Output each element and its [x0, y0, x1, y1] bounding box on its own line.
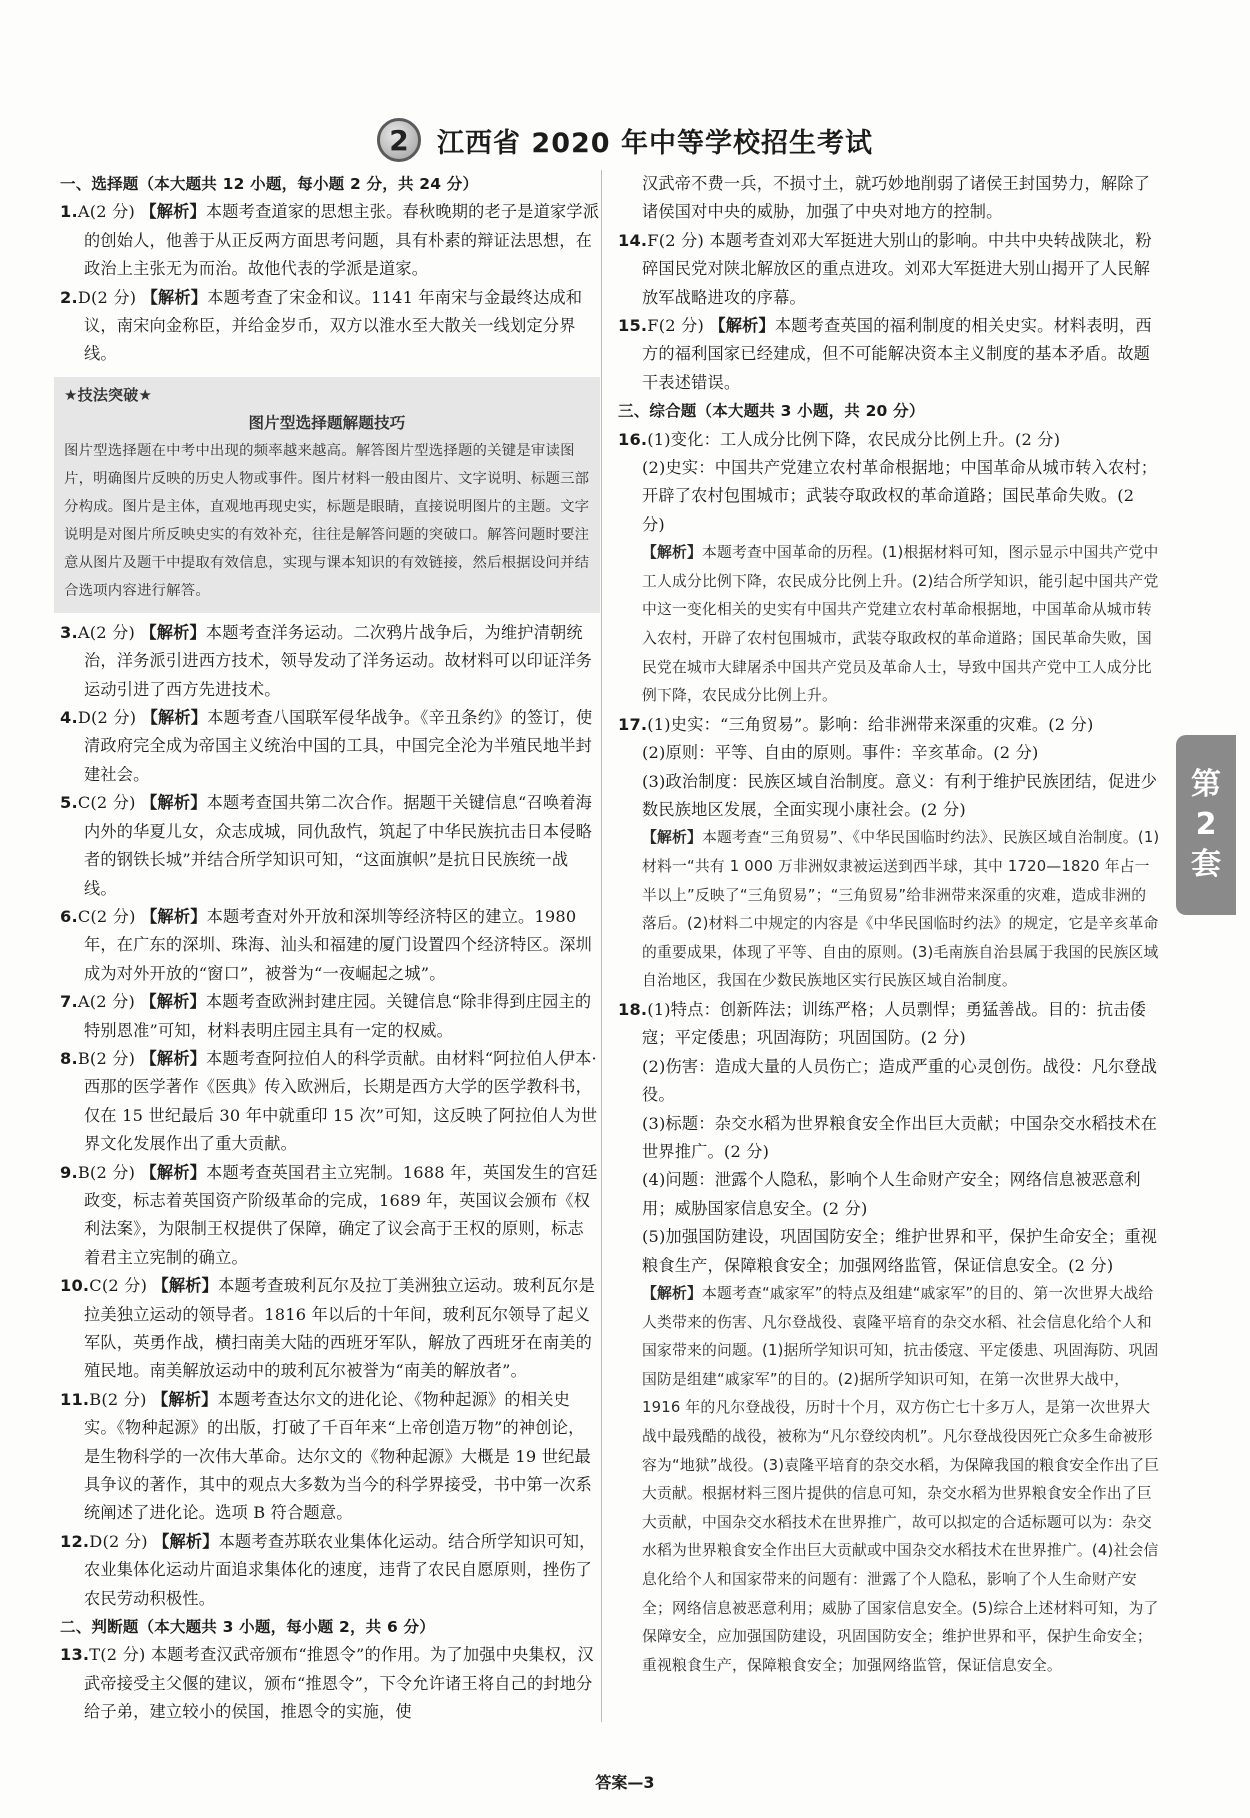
right-column [618, 170, 1160, 1680]
side-tab-char: 套 [1191, 847, 1221, 882]
answer-item: 11.B(2 分) 【解析】本题考查达尔文的进化论、《物种起源》的相关史实。《物种起源》的出版，打破了千百年来“上帝创造万物”的神创论，是生物科学的一次伟大革命。达尔文的《物种起源》大概是 19 世纪最具争议的著作，其中的观点大多数为当今的科学界接受，书中第一次系统阐述了进化论。选项 B 符合题意。 [60, 1389, 593, 1523]
answer-part: (5)加强国防建设，巩固国防安全；维护世界和平，保护生命安全；重视粮食生产，保障粮食安全；加强网络监管，保证信息安全。(2 分) [642, 1227, 1158, 1275]
technique-tip-box [54, 377, 600, 613]
tip-body: 图片型选择题在中考中出现的频率越来越高。解答图片型选择题的关键是审读图片，明确图片反映的历史人物或事件。图片材料一般由图片、文字说明、标题三部分构成。图片是主体，直观地再现史实，标题是眼睛，直接说明图片的主题。文字说明是对图片所反映史实的有效补充，往往是解答问题的突破口。解答问题时要注意从图片及题干中提取有效信息，实现与课本知识的有效链接，然后根据设问并结合选项内容进行解答。 [64, 442, 590, 599]
answer-item: 8.B(2 分) 【解析】本题考查阿拉伯人的科学贡献。由材料“阿拉伯人伊本·西那的医学著作《医典》传入欧洲后，长期是西方大学的医学教科书，仅在 15 世纪最后 30 年中就重印 15 次”可知，这反映了阿拉伯人为世界文化发展作出了重大贡献。 [60, 1048, 598, 1154]
answer-item: 5.C(2 分) 【解析】本题考查国共第二次合作。据题干关键信息“召唤着海内外的华夏儿女，众志成城，同仇敌忾，筑起了中华民族抗击日本侵略者的钢铁长城”并结合所学知识可知，“这面旗帜”是抗日民族统一战线。 [60, 793, 593, 898]
left-column [60, 170, 600, 1727]
answer-item: 15.F(2 分) 【解析】本题考查英国的福利制度的相关史实。材料表明，西方的福利国家已经建成，但不可能解决资本主义制度的基本矛盾。故题干表述错误。 [618, 316, 1152, 392]
analysis-text: 【解析】本题考查“戚家军”的特点及组建“戚家军”的目的、第一次世界大战给人类带来的伤害、凡尔登战役、袁隆平培育的杂交水稻、社会信息化给个人和国家带来的问题。(1)据所学知识可知，抗击倭寇、平定倭患、巩固海防、巩固国防是组建“戚家军”的目的。(2)据所学知识可知，在第一次世界大战中，1916 年的凡尔登战役，历时十个月，双方伤亡七十多万人，是第一次世界大战中最残酷的战役，被称为“凡尔登绞肉机”。凡尔登战役因死亡众多生命被形容为“地狱”战役。(3)袁隆平培育的杂交水稻，为保障我国的粮食安全作出了巨大贡献。根据材料三图片提供的信息可知，杂交水稻为世界粮食安全作出了巨大贡献，中国杂交水稻技术在世界推广，故可以拟定的合适标题可以为：杂交水稻为世界粮食安全作出巨大贡献或中国杂交水稻技术在世界推广。(4)社会信息化给个人和国家带来的问题有：泄露了个人隐私，影响了个人生命财产安全；网络信息被恶意利用；威胁了国家信息安全。(5)综合上述材料可知，为了保障安全，应加强国防建设，巩固国防安全；维护世界和平，保护生命安全；重视粮食生产，保障粮食安全；加强网络监管，保证信息安全。 [642, 1285, 1160, 1674]
answer-part: (2)史实：中国共产党建立农村革命根据地；中国革命从城市转入农村；开辟了农村包围城市；武装夺取政权的革命道路；国民革命失败。(2 分) [642, 458, 1158, 534]
side-tab-number: 2 [1195, 807, 1217, 842]
page-title: 江西省 2020 年中等学校招生考试 [437, 127, 873, 159]
answer-part: (2)伤害：造成大量的人员伤亡；造成严重的心灵创伤。战役：凡尔登战役。 [642, 1056, 1158, 1105]
answer-item: 9.B(2 分) 【解析】本题考查英国君主立宪制。1688 年，英国发生的宫廷政变，标志着英国资产阶级革命的完成，1689 年，英国议会颁布《权利法案》，为限制王权提供了保障，确定了议会高于王权的原则，标志着君主立宪制的确立。 [60, 1162, 598, 1267]
answer-part: (3)标题：杂交水稻为世界粮食安全作出巨大贡献；中国杂交水稻技术在世界推广。(2 分) [642, 1113, 1158, 1162]
answer-item: 13.T(2 分) 本题考查汉武帝颁布“推恩令”的作用。为了加强中央集权，汉武帝接受主父偃的建议，颁布“推恩令”，下令允许诸王将自己的封地分给子弟，建立较小的侯国，推恩令的实施，使 [60, 1645, 594, 1722]
answer-item: 16.(1)变化：工人成分比例下降，农民成分比例上升。(2 分) [618, 429, 1061, 449]
answer-item: 10.C(2 分) 【解析】本题考查玻利瓦尔及拉丁美洲独立运动。玻利瓦尔是拉美独立运动的领导者。1816 年以后的十年间，玻利瓦尔领导了起义军队，英勇作战，横扫南美大陆的西班牙军队，解放了西班牙在南美的殖民地。南美解放运动中的玻利瓦尔被誉为“南美的解放者”。 [60, 1276, 595, 1381]
answer-continuation: 汉武帝不费一兵，不损寸土，就巧妙地削弱了诸侯王封国势力，解除了诸侯国对中央的威胁，加强了中央对地方的控制。 [642, 174, 1151, 222]
analysis-text: 【解析】本题考查“三角贸易”、《中华民国临时约法》、民族区域自治制度。(1)材料一“共有 1 000 万非洲奴隶被运送到西半球，其中 1720—1820 年占一半以上”反映了“三角贸易”；“三角贸易”给非洲带来深重的灾难，造成非洲的落后。(2)材料二中规定的内容是《中华民国临时约法》的规定，它是辛亥革命的重要成果，体现了平等、自由的原则。(3)毛南族自治县属于我国的民族区域自治地区，我国在少数民族地区实行民族区域自治制度。 [642, 829, 1160, 990]
set-side-tab [1176, 735, 1236, 915]
section-heading-comprehensive: 三、综合题（本大题共 3 小题，共 20 分） [618, 402, 925, 421]
page-header [0, 118, 1250, 162]
side-tab-char: 第 [1191, 767, 1221, 802]
section-heading-choice: 一、选择题（本大题共 12 小题，每小题 2 分，共 24 分） [60, 175, 479, 193]
column-divider [601, 170, 602, 1722]
answer-item: 17.(1)史实：“三角贸易”。影响：给非洲带来深重的灾难。(2 分) [618, 714, 1094, 734]
answer-item: 4.D(2 分) 【解析】本题考查八国联军侵华战争。《辛丑条约》的签订，使清政府完全成为帝国主义统治中国的工具，中国完全沦为半殖民地半封建社会。 [60, 708, 593, 784]
answer-item: 1.A(2 分) 【解析】本题考查道家的思想主张。春秋晚期的老子是道家学派的创始人，他善于从正反两方面思考问题，具有朴素的辩证法思想，在政治上主张无为而治。故他代表的学派是道家。 [60, 202, 600, 279]
page-number: 答案—3 [595, 1773, 655, 1792]
answer-item: 12.D(2 分) 【解析】本题考查苏联农业集体化运动。结合所学知识可知，农业集体化运动片面追求集体化的速度，违背了农民自愿原则，挫伤了农民劳动积极性。 [60, 1531, 596, 1608]
answer-part: (4)问题：泄露个人隐私，影响个人生命财产安全；网络信息被恶意利用；威胁国家信息安全。(2 分) [642, 1170, 1141, 1218]
answer-item: 7.A(2 分) 【解析】本题考查欧洲封建庄园。关键信息“除非得到庄园主的特别恩准”可知，材料表明庄园主具有一定的权威。 [60, 992, 592, 1040]
answer-item: 3.A(2 分) 【解析】本题考查洋务运动。二次鸦片战争后，为维护清朝统治，洋务派引进西方技术，领导发动了洋务运动。故材料可以印证洋务运动引进了西方先进技术。 [60, 622, 593, 699]
answer-part: (2)原则：平等、自由的原则。事件：辛亥革命。(2 分) [642, 743, 1039, 763]
answer-item: 2.D(2 分) 【解析】本题考查了宋金和议。1141 年南宋与金最终达成和议，南宋向金称臣，并给金岁币，双方以淮水至大散关一线划定分界线。 [60, 287, 583, 364]
answer-item: 14.F(2 分) 本题考查刘邓大军挺进大别山的影响。中共中央转战陕北，粉碎国民党对陕北解放区的重点进攻。刘邓大军挺进大别山揭开了人民解放军战略进攻的序幕。 [618, 230, 1152, 307]
set-number-badge: 2 [377, 118, 421, 162]
answer-item: 6.C(2 分) 【解析】本题考查对外开放和深圳等经济特区的建立。1980 年，在广东的深圳、珠海、汕头和福建的厦门设置四个经济特区。深圳成为对外开放的“窗口”，被誉为“一夜崛起之城”。 [60, 906, 593, 983]
analysis-text: 【解析】本题考查中国革命的历程。(1)根据材料可知，图示显示中国共产党中工人成分比例下降，农民成分比例上升。(2)结合所学知识，能引起中国共产党中这一变化相关的史实有中国共产党建立农村革命根据地，中国革命从城市转入农村，开辟了农村包围城市，武装夺取政权的革命道路；国民革命失败，国民党在城市大肆屠杀中国共产党员及革命人士，导致中国共产党中工人成分比例下降，农民成分比例上升。 [642, 544, 1159, 705]
answer-item: 18.(1)特点：创新阵法；训练严格；人员剽悍；勇猛善战。目的：抗击倭寇；平定倭患；巩固海防；巩固国防。(2 分) [618, 1000, 1147, 1048]
section-heading-judgement: 二、判断题（本大题共 3 小题，每小题 2，共 6 分） [60, 1618, 435, 1637]
tip-heading: ★技法突破★ [64, 385, 153, 404]
tip-title: 图片型选择题解题技巧 [248, 413, 406, 432]
answer-part: (3)政治制度：民族区域自治制度。意义：有利于维护民族团结，促进少数民族地区发展，全面实现小康社会。(2 分) [642, 771, 1158, 820]
